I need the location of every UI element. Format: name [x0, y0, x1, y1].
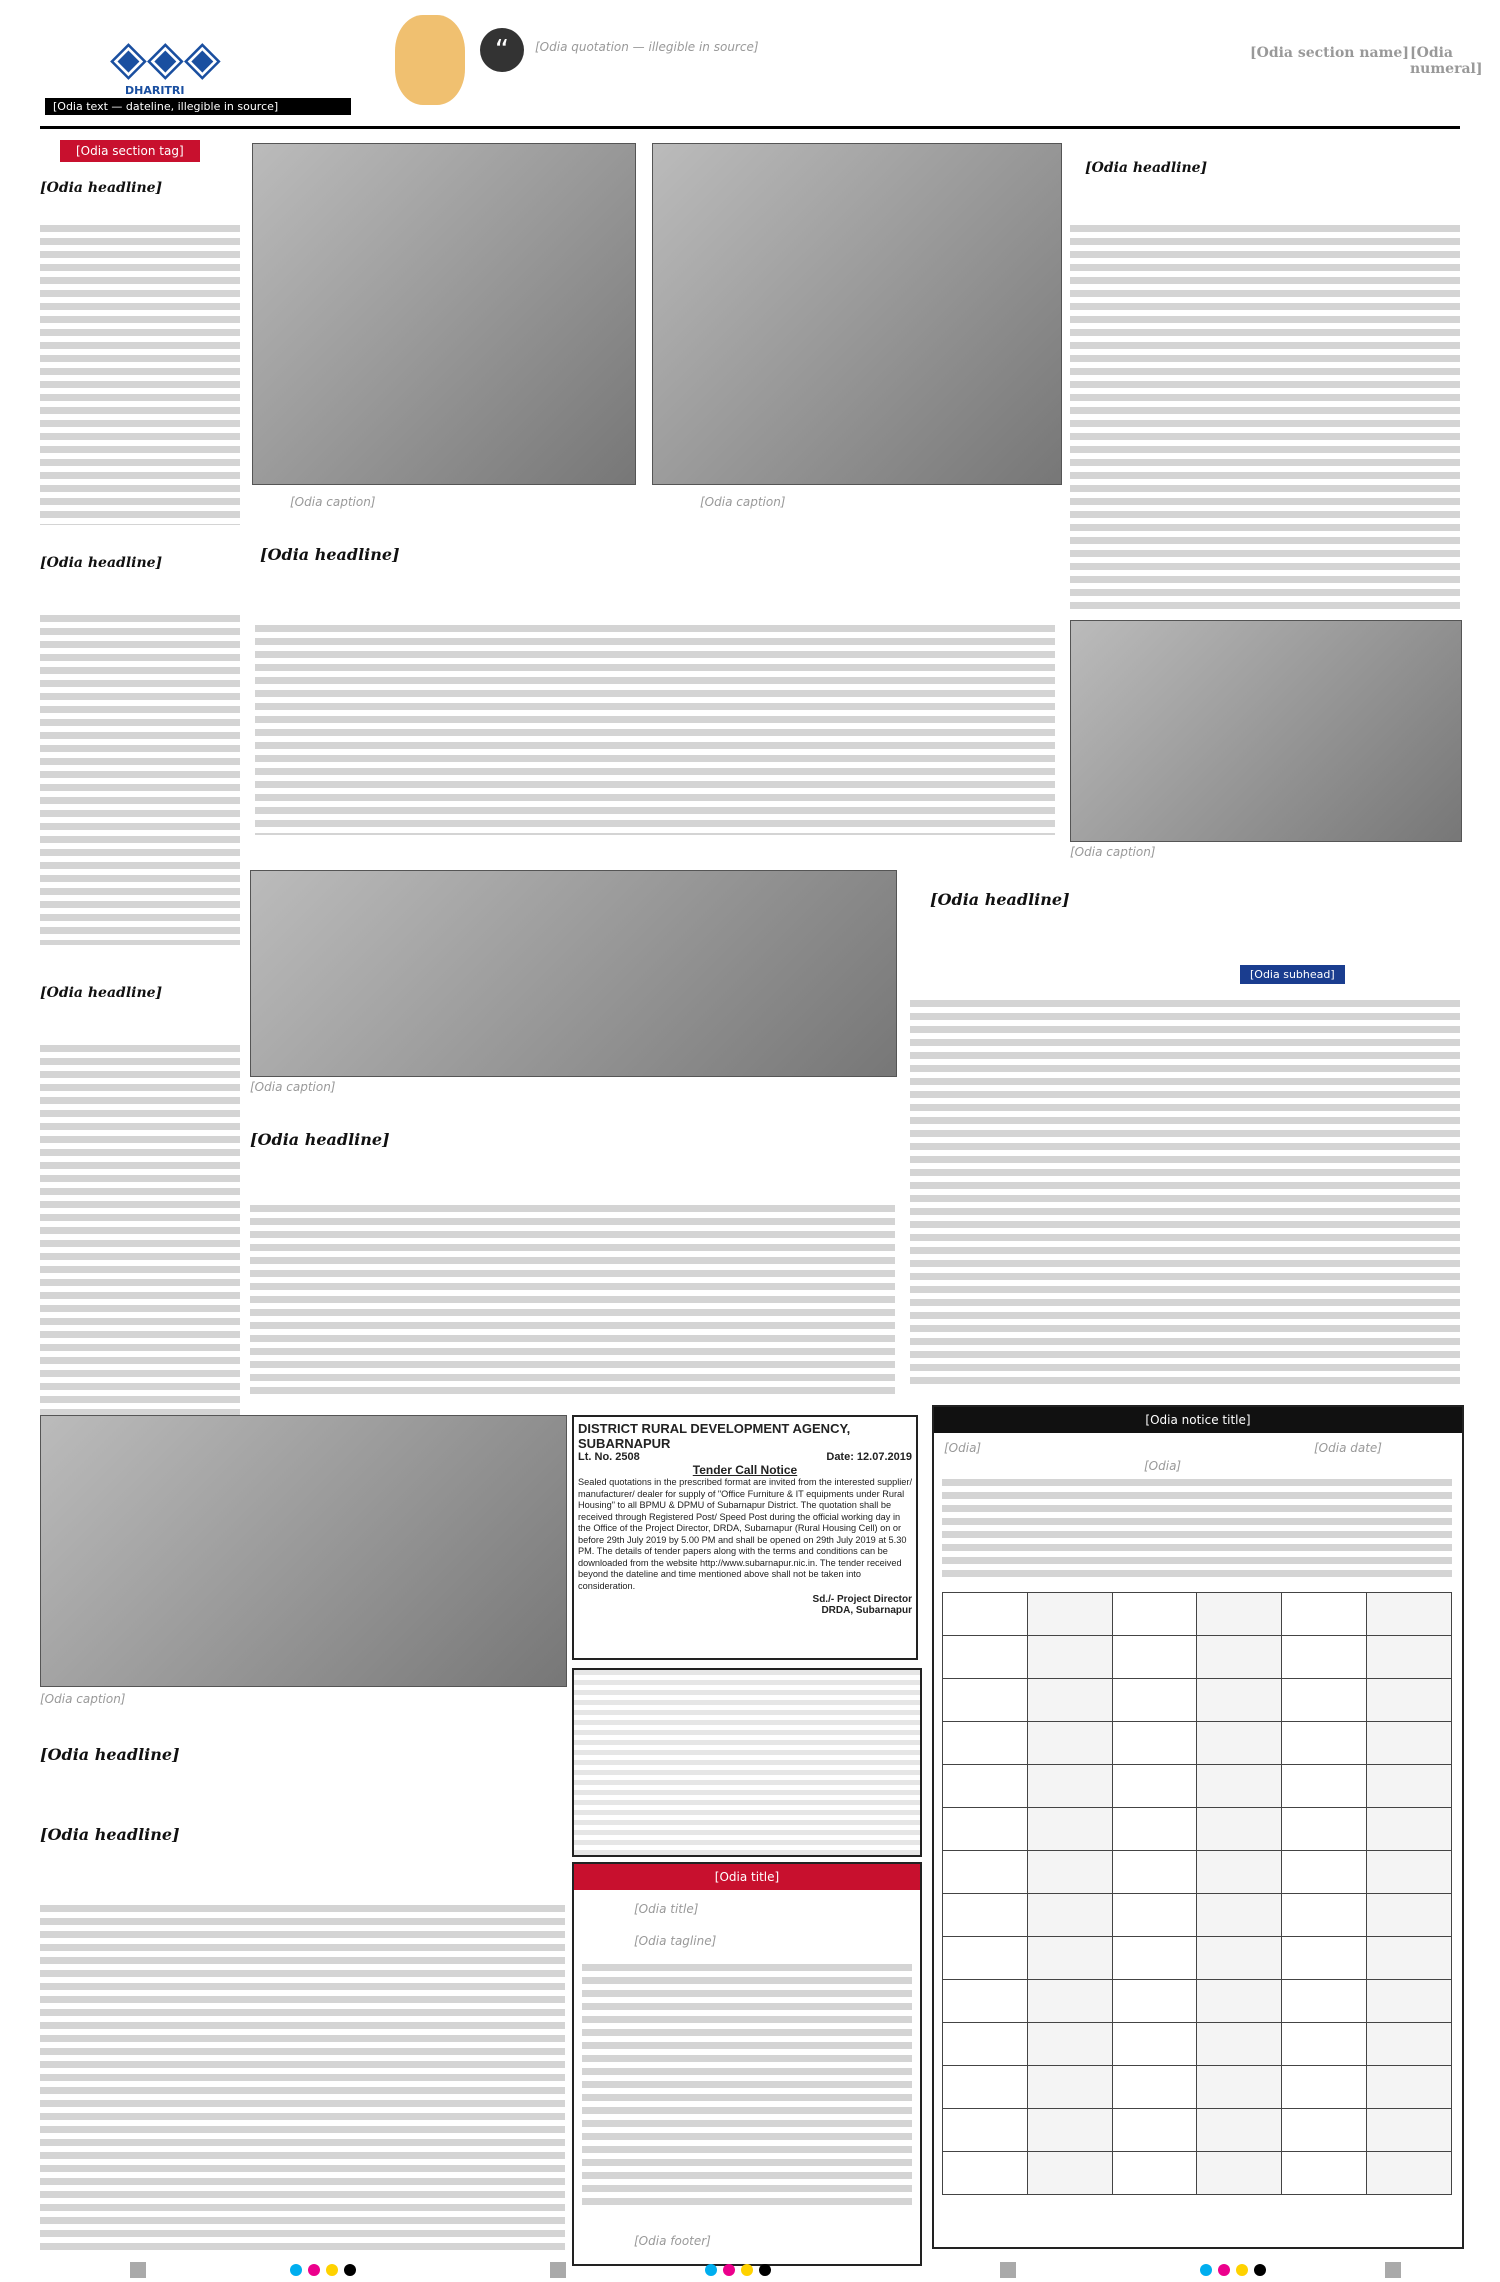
panchayat-body [942, 1479, 1452, 1579]
photo-caption-2: [Odia caption] [700, 495, 786, 509]
table-cell [1197, 1593, 1282, 1636]
table-cell [1367, 1851, 1452, 1894]
table-cell [943, 1808, 1028, 1851]
small-ad [572, 1668, 922, 1857]
photo-students [40, 1415, 567, 1687]
table-cell [1282, 2152, 1367, 2195]
table-row [943, 1980, 1452, 2023]
table-cell [1282, 2109, 1367, 2152]
right-story-body [1070, 225, 1460, 610]
table-cell [1367, 1980, 1452, 2023]
bahuda-body [910, 1000, 1460, 1390]
tender-agency: DISTRICT RURAL DEVELOPMENT AGENCY, SUBARNAPUR [578, 1421, 851, 1451]
table-cell [1282, 1980, 1367, 2023]
table-cell [1282, 1722, 1367, 1765]
table-cell [1197, 1679, 1282, 1722]
table-row [943, 1765, 1452, 1808]
table-cell [1197, 2023, 1282, 2066]
table-cell [1367, 1937, 1452, 1980]
table-cell [1027, 1980, 1112, 2023]
table-cell [1027, 2109, 1112, 2152]
table-cell [1027, 1636, 1112, 1679]
masthead-divider [40, 126, 1460, 129]
table-cell [943, 1679, 1028, 1722]
table-cell [1112, 1808, 1197, 1851]
tender-date: Date: 12.07.2019 [826, 1451, 912, 1463]
table-cell [1367, 1765, 1452, 1808]
photo-caption-1: [Odia caption] [290, 495, 376, 509]
table-cell [1197, 2066, 1282, 2109]
left-headline-1: [Odia headline] [40, 180, 163, 196]
table-cell [1027, 1765, 1112, 1808]
table-cell [1197, 1851, 1282, 1894]
tender-notice [572, 1415, 918, 1660]
table-cell [1027, 1851, 1112, 1894]
table-cell [1027, 2066, 1112, 2109]
table-row [943, 1937, 1452, 1980]
table-cell [1112, 2109, 1197, 2152]
table-cell [1112, 1636, 1197, 1679]
table-cell [1112, 1593, 1197, 1636]
table-cell [1367, 2109, 1452, 2152]
table-cell [1112, 1937, 1197, 1980]
table-row [943, 2109, 1452, 2152]
table-cell [1282, 1894, 1367, 1937]
table-cell [1112, 2023, 1197, 2066]
table-cell [943, 2023, 1028, 2066]
table-cell [1367, 1679, 1452, 1722]
table-cell [1367, 1722, 1452, 1765]
table-cell [943, 1722, 1028, 1765]
table-cell [1282, 1808, 1367, 1851]
panchayat-subtitle: [Odia] [1144, 1459, 1182, 1473]
middle-story-headline: [Odia headline] [250, 1130, 390, 1149]
table-cell [1282, 1636, 1367, 1679]
table-cell [1112, 1851, 1197, 1894]
page-number: [Odia numeral] [1410, 45, 1483, 77]
table-cell [1112, 1765, 1197, 1808]
table-row [943, 1593, 1452, 1636]
puri-title-1: [Odia title] [574, 1864, 920, 1890]
table-cell [943, 1765, 1028, 1808]
table-cell [1367, 2023, 1452, 2066]
left-headline-3: [Odia headline] [40, 985, 163, 1001]
quote-mark-icon: “ [480, 28, 524, 72]
table-cell [1282, 2066, 1367, 2109]
bottom-left-body [40, 1905, 565, 2250]
section-label: [Odia section name] [1250, 45, 1409, 61]
table-cell [1197, 1937, 1282, 1980]
right-story-headline: [Odia headline] [1085, 160, 1208, 176]
table-cell [1282, 1851, 1367, 1894]
tender-heading: Tender Call Notice [692, 1463, 798, 1477]
table-cell [943, 1636, 1028, 1679]
tender-signature-1: Sd./- Project Director [812, 1594, 912, 1605]
table-cell [1027, 1808, 1112, 1851]
right-photo-caption: [Odia caption] [1070, 845, 1156, 859]
table-cell [943, 2109, 1028, 2152]
table-cell [1027, 2023, 1112, 2066]
bahuda-headline: [Odia headline] [930, 890, 1070, 909]
table-row [943, 1894, 1452, 1937]
table-cell [1112, 1679, 1197, 1722]
table-cell [1367, 1636, 1452, 1679]
section-tag: [Odia section tag] [60, 140, 200, 162]
print-marks [0, 2262, 1500, 2282]
table-cell [1197, 1808, 1282, 1851]
table-cell [1112, 1894, 1197, 1937]
table-cell [1027, 1894, 1112, 1937]
table-cell [943, 1851, 1028, 1894]
bahuda-subhead: [Odia subhead] [1240, 965, 1345, 984]
top-story-body [255, 625, 1055, 835]
tender-signature-2: DRDA, Subarnapur [821, 1605, 912, 1616]
table-cell [1282, 1679, 1367, 1722]
table-cell [1367, 1808, 1452, 1851]
table-cell [1282, 2023, 1367, 2066]
middle-story-body [250, 1205, 895, 1395]
table-cell [943, 1937, 1028, 1980]
saint-illustration [395, 15, 465, 105]
table-cell [1282, 1937, 1367, 1980]
table-cell [1027, 1593, 1112, 1636]
table-cell [1367, 2152, 1452, 2195]
left-body-1 [40, 225, 240, 525]
photo-seminar [250, 870, 897, 1077]
table-row [943, 1722, 1452, 1765]
middle-photo-caption: [Odia caption] [250, 1080, 336, 1094]
table-cell [1367, 2066, 1452, 2109]
table-cell [1112, 2066, 1197, 2109]
table-cell [1282, 1765, 1367, 1808]
table-cell [1197, 1722, 1282, 1765]
masthead-quote: [Odia quotation — illegible in source] [535, 40, 759, 54]
edition-line: [Odia text — dateline, illegible in source] [45, 98, 351, 115]
table-cell [943, 1894, 1028, 1937]
panchayat-table [942, 1592, 1452, 2195]
table-row [943, 2152, 1452, 2195]
puri-tagline: [Odia tagline] [634, 1934, 717, 1948]
bottom-photo-caption: [Odia caption] [40, 1692, 126, 1706]
table-row [943, 2066, 1452, 2109]
panchayat-date: [Odia date] [1314, 1441, 1382, 1455]
table-cell [1367, 1894, 1452, 1937]
table-cell [1197, 1894, 1282, 1937]
table-cell [1197, 1980, 1282, 2023]
photo-rally [652, 143, 1062, 485]
table-cell [1197, 1765, 1282, 1808]
left-headline-2: [Odia headline] [40, 555, 163, 571]
panchayat-notice [932, 1405, 1464, 2249]
table-cell [1112, 1980, 1197, 2023]
bottom-headline-1: [Odia headline] [40, 1745, 180, 1764]
table-cell [1367, 1593, 1452, 1636]
table-cell [1197, 2152, 1282, 2195]
table-cell [1112, 1722, 1197, 1765]
photo-award [252, 143, 636, 485]
puri-notice [572, 1862, 922, 2266]
table-cell [943, 2066, 1028, 2109]
panchayat-title: [Odia notice title] [934, 1407, 1462, 1433]
panchayat-number: [Odia] [944, 1441, 982, 1455]
logo: ◈◈◈ [110, 30, 221, 86]
table-cell [1027, 1722, 1112, 1765]
table-cell [943, 1593, 1028, 1636]
top-story-headline: [Odia headline] [260, 545, 400, 564]
table-row [943, 2023, 1452, 2066]
table-row [943, 1636, 1452, 1679]
table-cell [1027, 2152, 1112, 2195]
table-row [943, 1679, 1452, 1722]
table-row [943, 1851, 1452, 1894]
tender-lt-no: Lt. No. 2508 [578, 1451, 640, 1463]
table-cell [1197, 2109, 1282, 2152]
table-cell [1112, 2152, 1197, 2195]
logo-latin: DHARITRI [125, 84, 185, 97]
photo-group [1070, 620, 1462, 842]
puri-title-2: [Odia title] [634, 1902, 699, 1916]
puri-footer: [Odia footer] [634, 2234, 711, 2248]
table-cell [1282, 1593, 1367, 1636]
left-column [40, 135, 245, 1535]
puri-body [582, 1964, 912, 2209]
tender-body: Sealed quotations in the prescribed format are invited from the interested supplier/ manufacturer/ dealer for supply of "Office Furniture & IT equipments under Rural Housing" to all BPMU & DPMU of Subarnapur District. The quotation shall be received through Registered Post/ Speed Post during the official working day in the Office of the Project Director, DRDA, Subarnapur (Rural Housing Cell) on or before 29th July 2019 by 5.00 PM and shall be opened on 29th July 2019 at 5.30 PM. The details of tender papers along with the terms and conditions can be downloaded from the website http://www.subarnapur.nic.in. The tender received beyond the dateline and time mentioned above shall not be taken into consideration. [578, 1477, 912, 1591]
masthead [0, 0, 1500, 118]
table-cell [1027, 1937, 1112, 1980]
bottom-headline-2: [Odia headline] [40, 1825, 180, 1844]
table-cell [1197, 1636, 1282, 1679]
table-cell [943, 2152, 1028, 2195]
table-row [943, 1808, 1452, 1851]
table-cell [1027, 1679, 1112, 1722]
left-body-2 [40, 615, 240, 945]
table-cell [943, 1980, 1028, 2023]
